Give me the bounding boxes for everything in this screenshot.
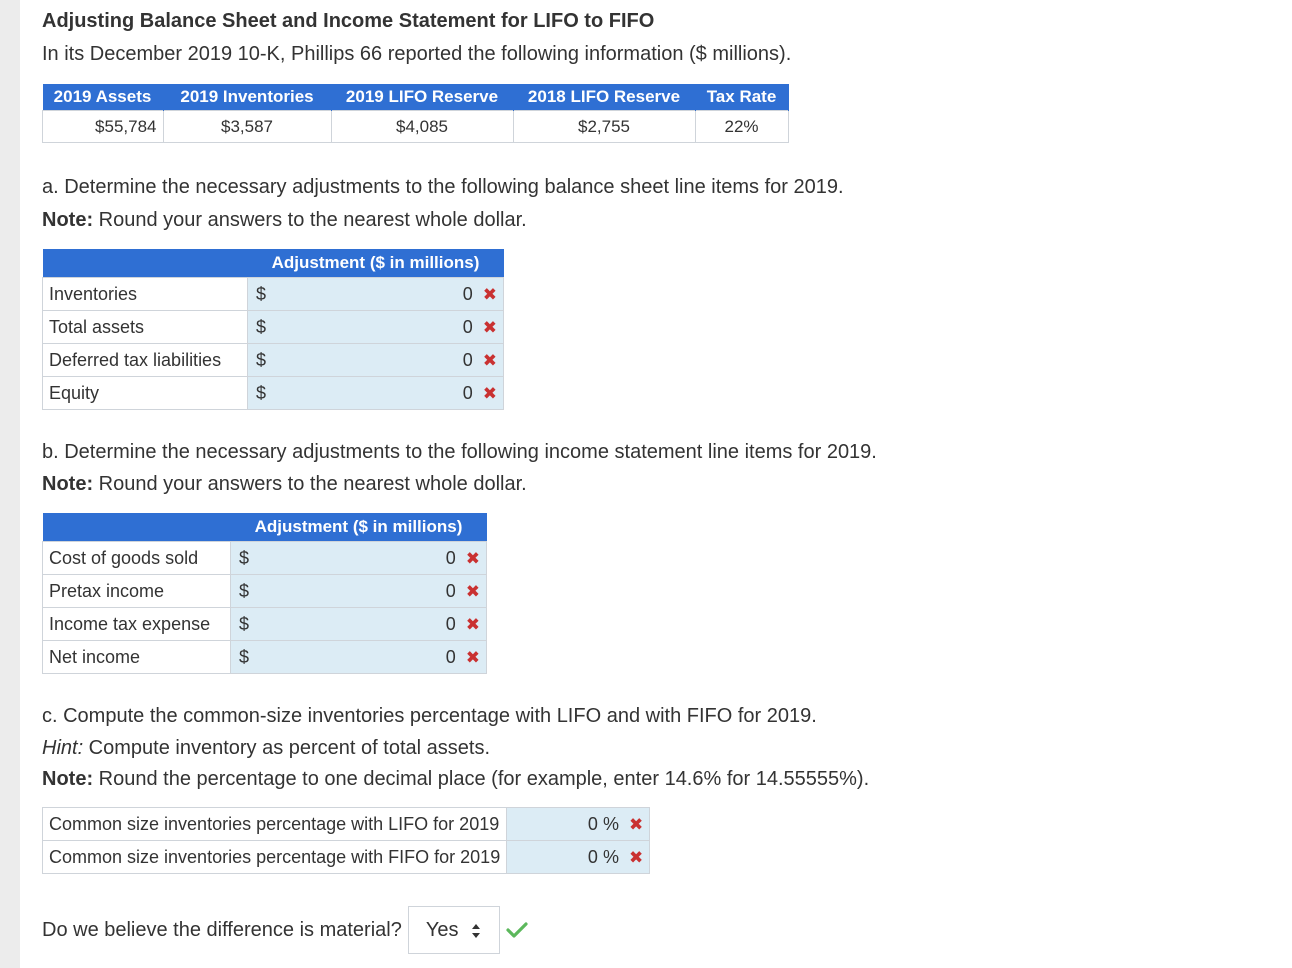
lifo-percentage-input[interactable] (507, 808, 650, 841)
input-value[interactable]: 0 (587, 813, 598, 834)
note-text: Round your answers to the nearest whole dollar. (93, 473, 527, 495)
x-mark-icon: ✖ (465, 548, 480, 568)
value-2019-inventories: $3,587 (163, 111, 331, 143)
currency-symbol: $ (248, 311, 277, 344)
page-title: Adjusting Balance Sheet and Income Statement for LIFO to FIFO (42, 10, 655, 32)
table-row (43, 841, 650, 874)
input-value[interactable]: 0 (445, 580, 456, 601)
header-2018-lifo-reserve: 2018 LIFO Reserve (513, 84, 695, 111)
given-info-table (42, 84, 789, 143)
table-row (43, 278, 504, 311)
table-row (43, 641, 487, 674)
inventories-adjustment-input[interactable] (276, 278, 504, 311)
income-statement-adjustments-table (42, 513, 487, 674)
materiality-question-row (42, 906, 528, 954)
label-column-header (43, 513, 231, 542)
intro-text: In its December 2019 10-K, Phillips 66 reported the following information ($ millions). (42, 43, 792, 65)
header-2019-inventories: 2019 Inventories (163, 84, 331, 111)
table-row (43, 808, 650, 841)
part-c-hint (42, 737, 490, 760)
net-income-adjustment-input[interactable] (259, 641, 487, 674)
row-label-fifo-percentage: Common size inventories percentage with FIFO for 2019 (43, 841, 507, 874)
row-label-equity: Equity (43, 377, 248, 410)
header-2019-lifo-reserve: 2019 LIFO Reserve (331, 84, 513, 111)
x-mark-icon: ✖ (482, 317, 497, 337)
selected-value[interactable]: Yes (425, 918, 459, 941)
note-label: Note: (42, 209, 94, 231)
x-mark-icon: ✖ (482, 350, 497, 370)
currency-symbol: $ (231, 608, 260, 641)
x-mark-icon: ✖ (482, 284, 497, 304)
currency-symbol: $ (231, 575, 260, 608)
percent-unit: % (602, 846, 619, 867)
left-gutter (0, 0, 20, 968)
fifo-percentage-input[interactable] (507, 841, 650, 874)
part-a-question: a. Determine the necessary adjustments to the following balance sheet line items for 2019. (42, 176, 844, 198)
input-value[interactable]: 0 (462, 349, 473, 370)
currency-symbol: $ (231, 641, 260, 674)
value-2019-lifo-reserve: $4,085 (331, 111, 513, 143)
row-label-deferred-tax-liabilities: Deferred tax liabilities (43, 344, 248, 377)
pretax-income-adjustment-input[interactable] (259, 575, 487, 608)
table-row (43, 575, 487, 608)
input-value[interactable]: 0 (445, 547, 456, 568)
part-b-question: b. Determine the necessary adjustments to the following income statement line items for 2019. (42, 441, 877, 463)
label-column-header (43, 249, 248, 278)
row-label-net-income: Net income (43, 641, 231, 674)
row-label-lifo-percentage: Common size inventories percentage with LIFO for 2019 (43, 808, 507, 841)
materiality-question: Do we believe the difference is material? (42, 918, 402, 941)
header-tax-rate: Tax Rate (695, 84, 788, 111)
row-label-pretax-income: Pretax income (43, 575, 231, 608)
x-mark-icon: ✖ (465, 614, 480, 634)
value-tax-rate: 22% (695, 111, 788, 143)
part-a-note (42, 209, 527, 232)
row-label-inventories: Inventories (43, 278, 248, 311)
x-mark-icon: ✖ (465, 647, 480, 667)
deferred-tax-liabilities-adjustment-input[interactable] (276, 344, 504, 377)
table-row (43, 608, 487, 641)
equity-adjustment-input[interactable] (276, 377, 504, 410)
x-mark-icon: ✖ (465, 581, 480, 601)
note-label: Note: (42, 768, 94, 790)
common-size-table (42, 807, 650, 874)
input-value[interactable]: 0 (587, 846, 598, 867)
row-label-income-tax-expense: Income tax expense (43, 608, 231, 641)
currency-symbol: $ (248, 377, 277, 410)
percent-unit: % (602, 813, 619, 834)
row-label-total-assets: Total assets (43, 311, 248, 344)
value-2019-assets: $55,784 (43, 111, 164, 143)
currency-symbol: $ (248, 344, 277, 377)
x-mark-icon: ✖ (482, 383, 497, 403)
total-assets-adjustment-input[interactable] (276, 311, 504, 344)
table-row (43, 542, 487, 575)
value-2018-lifo-reserve: $2,755 (513, 111, 695, 143)
materiality-select[interactable] (408, 906, 500, 954)
hint-label: Hint: (42, 737, 84, 759)
table-row (43, 377, 504, 410)
hint-text: Compute inventory as percent of total assets. (83, 737, 490, 759)
header-2019-assets: 2019 Assets (43, 84, 164, 111)
cost-of-goods-sold-adjustment-input[interactable] (259, 542, 487, 575)
x-mark-icon: ✖ (628, 847, 644, 867)
table-row (43, 311, 504, 344)
adjustment-column-header: Adjustment ($ in millions) (231, 513, 487, 542)
checkmark-icon (506, 921, 528, 939)
note-text: Round your answers to the nearest whole dollar. (93, 209, 527, 231)
note-text: Round the percentage to one decimal place (for example, enter 14.6% for 14.55555%). (93, 768, 870, 790)
part-c-note (42, 768, 869, 791)
adjustment-column-header: Adjustment ($ in millions) (248, 249, 504, 278)
currency-symbol: $ (248, 278, 277, 311)
table-row (43, 344, 504, 377)
select-arrows-icon[interactable] (471, 921, 481, 941)
input-value[interactable]: 0 (445, 613, 456, 634)
note-label: Note: (42, 473, 94, 495)
currency-symbol: $ (231, 542, 260, 575)
row-label-cost-of-goods-sold: Cost of goods sold (43, 542, 231, 575)
input-value[interactable]: 0 (462, 283, 473, 304)
x-mark-icon: ✖ (628, 814, 644, 834)
balance-sheet-adjustments-table (42, 249, 504, 410)
input-value[interactable]: 0 (445, 646, 456, 667)
input-value[interactable]: 0 (462, 382, 473, 403)
part-b-note (42, 473, 527, 496)
input-value[interactable]: 0 (462, 316, 473, 337)
part-c-question: c. Compute the common-size inventories percentage with LIFO and with FIFO for 2019. (42, 705, 817, 727)
income-tax-expense-adjustment-input[interactable] (259, 608, 487, 641)
